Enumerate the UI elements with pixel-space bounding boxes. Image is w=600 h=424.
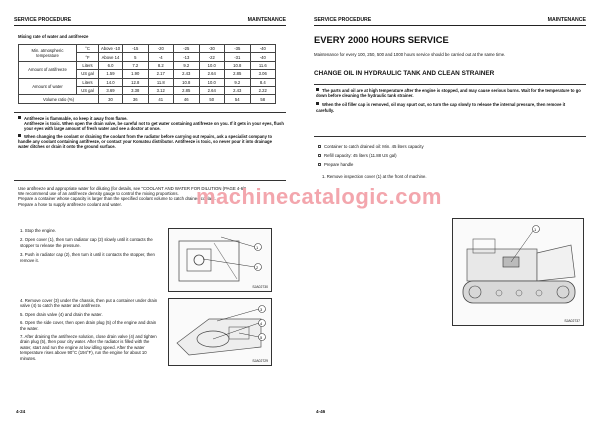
watermark: machinecatalogic.com [196, 184, 442, 209]
checkbox-icon [318, 145, 321, 148]
table-cell: 14.0 [99, 78, 123, 86]
table-cell: 54 [225, 95, 251, 103]
table-cell: -25 [174, 45, 200, 53]
right-warning-rule-top [314, 84, 586, 85]
steps-lower [20, 298, 162, 361]
table-cell: 41 [148, 95, 174, 103]
figure-id: SJA02729 [252, 359, 268, 363]
table-cell: 10.0 [199, 78, 225, 86]
bullet-icon [18, 134, 21, 137]
table-cell: 9.2 [174, 61, 200, 69]
table-cell: 3.06 [250, 70, 276, 78]
table-cell: Above -10 [99, 45, 123, 53]
table-cell: 1.90 [123, 70, 149, 78]
table-cell: 7.2 [123, 61, 149, 69]
checkbox-icon [318, 154, 321, 157]
right-warning-block [316, 88, 584, 113]
warning-hot-parts: The parts and oil are at high temperature after the engine is stopped, and may cause serious burns. Wait for the temperature to go down before cleaning the hydraulic tank strainer. [316, 88, 581, 99]
service-intro: Maintenance for every 100, 250, 500 and 1000 hours service should be carried out at the same time. [314, 52, 506, 57]
table-cell: 36 [123, 95, 149, 103]
figure-id: SJA02737 [564, 319, 580, 323]
table-cell: -15 [123, 45, 149, 53]
warning-disposal: When changing the coolant or draining the coolant from the radiator before carrying out repairs, ask a specialist company to handle any coolant containing antifreeze, or contact your Komatsu distributor. Antifreeze is toxic, so never pour it into drainage water ditches or drain it onto the ground surface. [18, 133, 273, 150]
table-cell: 46 [174, 95, 200, 103]
table-cell: -4 [148, 53, 174, 61]
warning-oil-spurt: When the oil filler cap is removed, oil may spurt out, so turn the cap slowly to release the internal pressure, then remove it carefully. [316, 102, 566, 113]
right-header [314, 14, 586, 26]
table-cell: 3.12 [148, 86, 174, 94]
table-row [19, 45, 276, 53]
table-cell: Liters [77, 78, 99, 86]
table-cell: 8.2 [148, 61, 174, 69]
figure-id: SJA02730 [252, 285, 268, 289]
left-header-section: SERVICE PROCEDURE [14, 17, 72, 23]
warning-block [18, 116, 284, 149]
step-2: 2. Open cover (1), then turn radiator cap (2) slowly until it contacts the stopper to release the pressure. [20, 237, 153, 248]
right-header-section: SERVICE PROCEDURE [314, 17, 372, 23]
table-cell: °F [77, 53, 99, 61]
table-cell: 11.6 [250, 61, 276, 69]
checklist-handle: Prepare handle [318, 162, 518, 167]
callout-4: 4 [260, 320, 263, 326]
table-cell: Volume ratio (%) [19, 95, 99, 103]
step-4: 4. Remove cover (3) under the chassis, then put a container under drain valve (4) to catch the water and antifreeze. [20, 298, 158, 309]
table-cell: -13 [174, 53, 200, 61]
table-cell: -40 [250, 45, 276, 53]
step-6: 6. Open the side cover, then open drain plug (5) of the engine and drain the water. [20, 320, 157, 331]
table-cell: 2.85 [174, 86, 200, 94]
table-cell: 5 [123, 53, 149, 61]
bullet-icon [316, 88, 319, 91]
table-cell: 2.43 [174, 70, 200, 78]
warning-rule-top [14, 112, 286, 113]
step-1: 1. Stop the engine. [20, 228, 57, 233]
table-cell: US gal [77, 86, 99, 94]
table-cell: Amount of water [19, 78, 77, 95]
table-cell: Liters [77, 61, 99, 69]
bullet-icon [18, 116, 21, 119]
right-page [300, 0, 600, 424]
table-row [19, 61, 276, 69]
callout-3: 3 [260, 306, 263, 312]
left-page-number: 4-24 [16, 409, 26, 414]
warning-rule-bottom [14, 180, 286, 181]
right-warning-rule-bottom [314, 136, 586, 137]
table-cell: °C [77, 45, 99, 53]
left-header [14, 14, 286, 26]
table-cell: -35 [225, 45, 251, 53]
right-step-1: 1. Remove inspection cover (1) at the front of machine. [322, 173, 427, 179]
table-cell: -20 [148, 45, 174, 53]
table-cell: US gal [77, 70, 99, 78]
table-cell: 9.2 [225, 78, 251, 86]
checkbox-icon [318, 163, 321, 166]
preparation-checklist [318, 140, 518, 179]
table-cell: 2.22 [250, 86, 276, 94]
checklist-refill: Refill capacity: 45 liters (11.88 US gal) [318, 153, 518, 158]
bullet-icon [316, 102, 319, 105]
callout-1: 1 [534, 226, 537, 232]
table-cell: 10.0 [199, 61, 225, 69]
table-cell: 2.64 [199, 86, 225, 94]
oil-change-subtitle: CHANGE OIL IN HYDRAULIC TANK AND CLEAN STRAINER [314, 70, 495, 77]
step-5: 5. Open drain valve (4) and drain the water. [20, 311, 103, 317]
table-cell: -30 [199, 45, 225, 53]
radiator-figure [168, 228, 272, 292]
table-cell: 2.85 [225, 70, 251, 78]
left-header-chapter: MAINTENANCE [247, 17, 286, 23]
paragraph-antifreeze: Use antifreeze and appropriate water for diluting (for details, see "COOLANT AND WATER FOR DILUTION (PAGE 4-6)" [18, 186, 247, 191]
step-7: 7. After draining the antifreeze solution, close drain valve (4) and tighten drain plug (5), then pour city water. After the radiator is filled with the water, start and run the engine at low idling speed. After the water temperature rises above 90°C (194°F), run the engine for about 10 minutes. [20, 334, 157, 361]
table-cell: 50 [199, 95, 225, 103]
table-cell: 2.43 [225, 86, 251, 94]
machine-figure [452, 218, 584, 326]
right-page-number: 4-46 [316, 409, 326, 414]
table-cell: Amount of antifreeze [19, 61, 77, 78]
table-row [19, 95, 276, 103]
table-cell: 10.8 [174, 78, 200, 86]
mixing-rate-title: Mixing rate of water and antifreeze [18, 34, 89, 39]
callout-2: 2 [256, 264, 259, 270]
table-cell: 10.8 [225, 61, 251, 69]
paragraph-container: Prepare a container whose capacity is larger than the specified coolant volume to catch drained coolant. [18, 196, 216, 202]
right-header-chapter: MAINTENANCE [547, 17, 586, 23]
drain-figure [168, 298, 272, 366]
table-cell: 11.8 [148, 78, 174, 86]
table-cell: 58 [250, 95, 276, 103]
callout-5: 5 [260, 334, 263, 340]
radiator-drawing [169, 229, 272, 292]
table-cell: 3.38 [123, 86, 149, 94]
table-cell: Above 14 [99, 53, 123, 61]
step-3: 3. Push in radiator cap (2), then turn it until it contacts the stopper, then remove it. [20, 252, 155, 263]
warning-flame: Antifreeze is flammable, so keep it away from flame. [18, 116, 284, 121]
table-cell: 30 [99, 95, 123, 103]
steps-upper [20, 228, 160, 263]
paragraph-gauge: We recommend use of an antifreeze density gauge to control the mixing proportions. [18, 191, 179, 197]
paragraph-hose: Prepare a hose to supply antifreeze coolant and water. [18, 201, 122, 207]
mixing-rate-table [18, 44, 276, 104]
table-cell: 2.64 [199, 70, 225, 78]
callout-1: 1 [256, 244, 259, 250]
table-cell: 2.17 [148, 70, 174, 78]
warning-toxic: Antifreeze is toxic. When open the drain valve, be careful not to get water containing antifreeze on you. If it gets in your eyes, flush your eyes with large amount of fresh water and see a doctor at once. [24, 121, 284, 132]
table-row [19, 78, 276, 86]
table-cell: 8.4 [250, 78, 276, 86]
service-title: EVERY 2000 HOURS SERVICE [314, 34, 449, 45]
table-cell: 3.69 [99, 86, 123, 94]
crawler-dumper-drawing [453, 219, 584, 326]
table-cell: -22 [199, 53, 225, 61]
table-cell: 12.8 [123, 78, 149, 86]
table-cell: 6.0 [99, 61, 123, 69]
table-cell: Min. atmospheric temperature [19, 45, 77, 62]
table-cell: 1.59 [99, 70, 123, 78]
intro-paragraphs [18, 186, 270, 207]
checklist-container: Container to catch drained oil: Min. 45 liters capacity [318, 144, 518, 149]
drain-drawing [169, 299, 272, 366]
table-cell: -40 [250, 53, 276, 61]
table-cell: -31 [225, 53, 251, 61]
